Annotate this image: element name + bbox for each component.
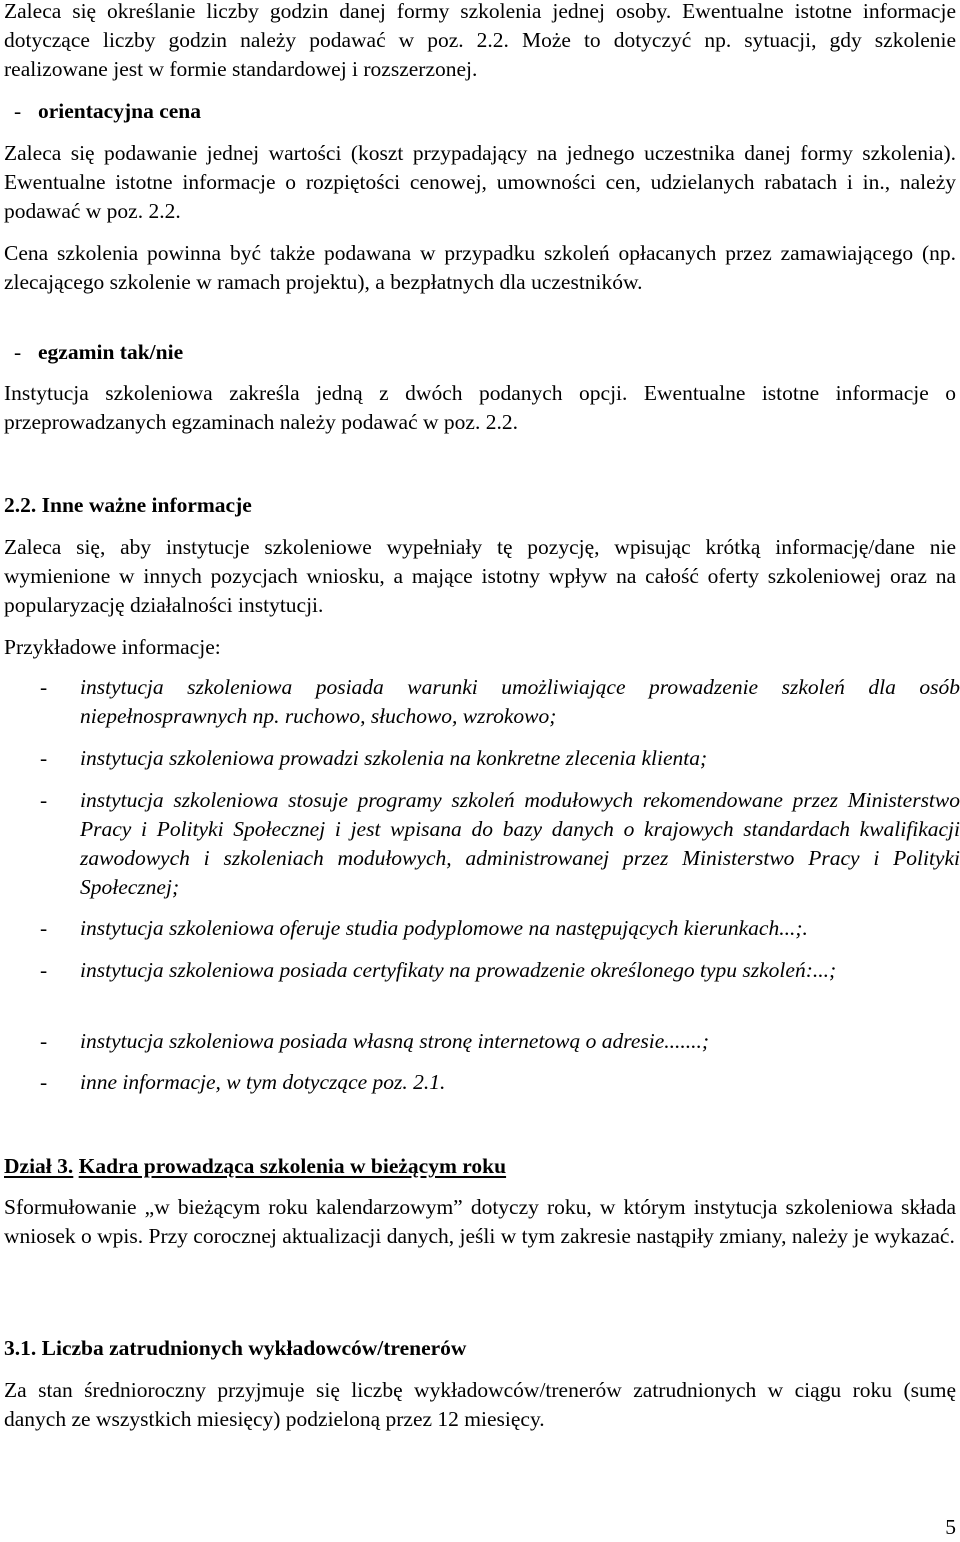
heading-section-2-2: 2.2. Inne ważne informacje <box>4 493 252 517</box>
heading-text: egzamin tak/nie <box>38 340 184 364</box>
page-number: 5 <box>945 1515 956 1539</box>
list-item-text: instytucja szkoleniowa oferuje studia podyplomowe na następujących kierunkach...;. <box>80 916 808 940</box>
heading-dzial-3 <box>4 1152 956 1181</box>
list-dash: - <box>40 958 48 982</box>
list-item-text: instytucja szkoleniowa posiada własną stronę internetową o adresie.......; <box>80 1029 710 1053</box>
paragraph-section-3-1: Za stan średnioroczny przyjmuje się liczbę wykładowców/trenerów zatrudnionych w ciągu roku (sumę danych ze wszystkich miesięcy) podzieloną przez 12 miesięcy. <box>4 1378 956 1431</box>
paragraph-cena-1: Zaleca się podawanie jednej wartości (koszt przypadający na jednego uczestnika danej formy szkolenia). Ewentualne istotne informacje o rozpiętości cenowej, umowności cen, udzielanych rabatach i in., należy podawać w poz. 2.2. <box>4 141 956 223</box>
dzial-label: Dział 3. <box>4 1154 74 1178</box>
paragraph-section-2-2: Zaleca się, aby instytucje szkoleniowe wypełniały tę pozycję, wpisując krótką informację/dane nie wymienione w innych pozycjach wniosku, a mające istotny wpływ na całość oferty szkoleniowej oraz na popularyzację działalności instytucji. <box>4 535 956 617</box>
list-dash: - <box>40 675 48 699</box>
heading-section-3-1: 3.1. Liczba zatrudnionych wykładowców/trenerów <box>4 1336 467 1360</box>
list-item-text: instytucja szkoleniowa posiada warunki umożliwiające prowadzenie szkoleń dla osób niepełnosprawnych np. ruchowo, słuchowo, wzrokowo; <box>80 675 960 728</box>
heading-dash: - <box>14 340 22 364</box>
list-item-text: instytucja szkoleniowa posiada certyfikaty na prowadzenie określonego typu szkoleń:...; <box>80 958 837 982</box>
heading-dash: - <box>14 99 22 123</box>
heading-orientacyjna-cena <box>4 97 956 126</box>
heading-egzamin <box>4 338 956 367</box>
paragraph-hours: Zaleca się określanie liczby godzin danej formy szkolenia jednej osoby. Ewentualne istotne informacje dotyczące liczby godzin należy podawać w poz. 2.2. Może to dotyczyć np. sytuacji, gdy szkolenie realizowane jest w formie standardowej i rozszerzonej. <box>4 0 956 81</box>
paragraph-egzamin: Instytucja szkoleniowa zakreśla jedną z dwóch podanych opcji. Ewentualne istotne informacje o przeprowadzanych egzaminach należy podawać w poz. 2.2. <box>4 381 956 434</box>
dzial-title: Kadra prowadząca szkolenia w bieżącym roku <box>78 1154 507 1178</box>
paragraph-dzial-3: Sformułowanie „w bieżącym roku kalendarzowym” dotyczy roku, w którym instytucja szkoleniowa składa wniosek o wpis. Przy corocznej aktualizacji danych, jeśli w tym zakresie nastąpiły zmiany, należy je wykazać. <box>4 1195 956 1248</box>
list-dash: - <box>40 1029 48 1053</box>
list-dash: - <box>40 1070 48 1094</box>
heading-text: orientacyjna cena <box>38 99 202 123</box>
list-dash: - <box>40 746 48 770</box>
list-dash: - <box>40 916 48 940</box>
list-item-text: instytucja szkoleniowa stosuje programy szkoleń modułowych rekomendowane przez Ministerstwo Pracy i Polityki Społecznej i jest wpisana do bazy danych o krajowych standardach kwalifikacji zawodowych i szkoleniach modułowych, administrowanej przez Ministerstwo Pracy i Polityki Społecznej; <box>80 788 960 899</box>
list-item-text: inne informacje, w tym dotyczące poz. 2.1. <box>80 1070 446 1094</box>
examples-label: Przykładowe informacje: <box>4 635 221 659</box>
paragraph-cena-2: Cena szkolenia powinna być także podawana w przypadku szkoleń opłacanych przez zamawiającego (np. zlecającego szkolenie w ramach projektu), a bezpłatnych dla uczestników. <box>4 241 956 294</box>
list-item-text: instytucja szkoleniowa prowadzi szkolenia na konkretne zlecenia klienta; <box>80 746 708 770</box>
list-dash: - <box>40 788 48 812</box>
